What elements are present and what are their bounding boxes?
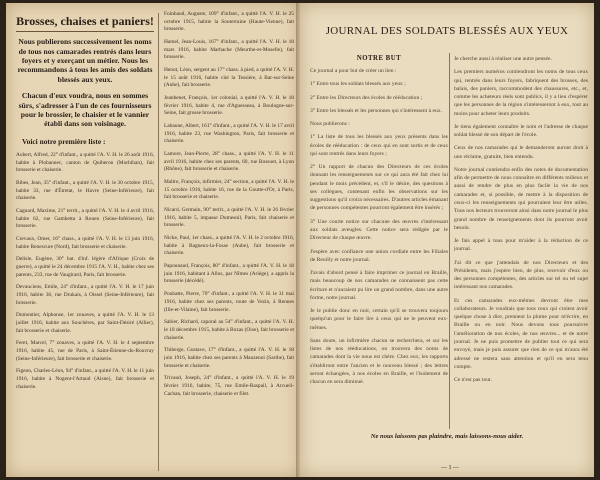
- right-page: [300, 3, 594, 477]
- list-lead: Voici notre première liste :: [22, 136, 106, 146]
- list-entry: Poubatte, Pierre, 70° d'infant., a quitté l'A. V. H. le 31 mai 1916, habite chez ses parents, route de Vezin, à Rennes (Ille-et-Vilaine), fait brosserie.: [164, 291, 294, 313]
- list-entry: Sabier, Richard, caporal au 54° d'infant., a quitté l'A. V. H. le 18 décembre 1915, habite à Bozas (Oise), fait brosserie et chaiserie.: [164, 319, 294, 341]
- journal-title: JOURNAL DES SOLDATS BLESSÉS AUX YEUX: [325, 25, 569, 37]
- article-paragraph: 3° Entre les blessés et les personnes qui s'intéressent à eux.: [310, 107, 443, 114]
- article-paragraph: Notre journal contiendra enfin des notes de documentation afin de permettre de nous connaître en différents milieux et aussi de rendre de plus en plus facile la vie de nos camarades et, si possible, de mettre à la disposition de ceux-ci les renseignements qui pourraient leur être utiles. Tous nos lecteurs trouveront ainsi dans notre journal le plus grand nombre de renseignements dont ils pourront avoir besoin.: [454, 166, 588, 231]
- section-heading: Brosses, chaises et paniers!: [16, 14, 154, 28]
- article-paragraph: Les premiers numéros contiendront les noms de tous ceux qui, rentrés dans leurs foyers, fabriquent des brosses, des balais, des paniers, raccommodent des chaussures, etc., et, comme les acheteurs réels sont publics, il y a lieu d'espérer que les personnes de la région s'intéresseront à eux, tout au moins pour acheter leurs produits.: [454, 69, 588, 117]
- entries-list-b: [164, 11, 294, 398]
- article-paragraph: Je fais appel à tous pour m'aider à la réduction de ce journal.: [454, 238, 588, 253]
- article-paragraph: Nous publierons :: [310, 121, 350, 128]
- article-paragraph: 1° La liste de tous les blessés aux yeux présents dans les écoles de rééducation : de ceux qui en sont sortis et de ceux qui sont rentrés dans leurs foyers ;: [310, 134, 448, 157]
- list-entry: Aubert, Alfred, 22° d'infant., a quitté l'A. V. H. le 26 août 1916, habite à Plobannec, canton de Quiberon (Morbihan), fait brosserie et chaiserie.: [16, 151, 154, 174]
- article-paragraph: J'avais d'abord pensé à faire imprimer ce journal en Braille, mais beaucoup de nos camarades ne connaissent pas cette écriture et n'auraient pu lire un grand nombre, dans une autre forme, notre journal.: [310, 270, 448, 301]
- article-paragraph: Je cherche aussi à réaliser une autre pensée.: [454, 56, 552, 62]
- article-paragraph: 2° Entre les Directeurs des écoles de rééducation ;: [310, 94, 423, 101]
- right-column-c: [310, 55, 448, 477]
- article-paragraph: 3° Une courte notice sur chacune des œuvres s'intéressant aux soldats aveugles. Cette notice sera rédigée par le Directeur de chaque œuvre.: [310, 218, 448, 242]
- article-body-d: [454, 55, 588, 384]
- list-entry: Delisle, Eugène, 30° bat. d'inf. légère d'Afrique (Croix de guerre), a quitté le 24 décembre 1915 l'A. V. H., habite chez ses parents, 233, rue de Vaugirard, Paris, fait brosserie.: [16, 256, 154, 278]
- list-entry: Lamure, Jean-Pierre, 28° chass., a quitté l'A. V. H. le 11 avril 1916, habite chez ses parents, 60, rue Bossuet, à Lyon (Rhône), fait brosserie et chaiserie.: [164, 151, 294, 173]
- article-paragraph: 2° Un rapport de chacun des Directeurs de ces écoles donnant les renseignements sur ce qui aura été fait chez lui pendant le mois précédent, et, s'il le désire, des questions à ses collègues, contenant enfin les observations sur les suggestions qu'il croira nécessaires. D'autres articles émanant de personnes compétentes pourront également être insérés ;: [310, 164, 448, 212]
- article-paragraph: 1° Entre tous les soldats blessés aux yeux ;: [310, 81, 406, 88]
- list-entry: Papounaud, François, 80° d'infant., a quitté l'A. V. H. le 18 juin 1916, habitant à Allus, par Nîmes (Ariège), a appris la brosserie (décédé).: [164, 263, 294, 285]
- article-paragraph: Et ces camarades eux-mêmes devront être mes collaborateurs. Je voudrais que tous ceux qui croient avoir quelque chose à dire, prennent la plume pour m'écrire, en Braille ou en noir. Nous devons tous poursuivre l'amélioration de nos écoles, de nos œuvres... et de notre journal. Je ne puis promettre de publier tout ce qui sera envoyé, mais je puis assurer que rien de ce qui m'aura été adressé ne restera sans attention et qu'il en sera tenu compte.: [454, 297, 588, 370]
- left-page: [6, 3, 300, 477]
- column-divider: [158, 13, 159, 471]
- article-paragraph: Sans doute, un infirmière chacun se recherchera, et sur les listes de nos rééducations, on trouvera des noms de camarades dont la vie nous est chère. Chez eux, les rapports s'établiront entre l'ancien et le nouveau blessé ; des lettres seront échangées, à nos écoles en Braille, et l'isolement de chacun en sera diminué.: [310, 337, 448, 386]
- list-entry: Hamel, Jean-Louis, 167° d'infant., a quitté l'A. V. H. le 18 mars 1916, habite Marbache (Meurthe-et-Moselle), fait brosserie.: [164, 39, 294, 61]
- list-entry: Bibes, Jean, 35° d'infant., a quitté l'A. V. H. le 30 octobre 1915, habite 33, rue d'Étretat, le Havre (Seine-Inférieure), fait chaiserie.: [16, 179, 154, 202]
- list-entry: Nicke, Paul, 1er chass., a quitté l'A. V. H. le 2 octobre 1916, habite à Bagneux-la-Fosse (Aube), fait brosserie et chaiserie.: [164, 235, 294, 257]
- list-entry: Devauciens, Emile, 24° d'infant., a quitté l'A. V. H. le 17 juin 1916, habite 36, rue Drukais, à Oissel (Seine-Inférieure), fait brosserie.: [16, 284, 154, 306]
- article-paragraph: J'ai dit ce que j'attendais de nos Directeurs et des Présidents, mais j'espère bien, de plus, recevoir d'eux ou des personnes compétentes, des articles sur tel ou tel sujet intéressant nos camarades.: [454, 259, 588, 291]
- list-entry: Henot, Léon, sergent au 17° chass. à pied, a quitté l'A. V. H. le 15 août 1916, habite cité la Tessière, à Bar-sur-Seine (Aube), fait brosserie.: [164, 67, 294, 89]
- article-paragraph: Je tiens également connaître le nom et l'adresse de chaque soldat blessé de son départ de l'école.: [454, 123, 588, 139]
- left-column-b: [164, 11, 294, 473]
- list-entry: Thiberge, Gustave, 17° d'infant., a quitté l'A. V. H. le 18 juin 1916, habite chez ses parents à Mauzenoi (Sarthe), fait brosserie et chaiserie.: [164, 347, 294, 369]
- article-paragraph: Je le publie donc en noir, certain qu'il se trouvera toujours quelqu'un pour le faire lire à ceux qui ne le peuvent eux-mêmes.: [310, 308, 448, 331]
- article-body-c: [310, 67, 448, 387]
- list-entry: Crevaux, Omer, 16° chass., a quitté l'A. V. H. le 13 juin 1916, habite Renescure (Nord), fait brosserie et chaiserie.: [16, 235, 154, 250]
- list-entry: Foinbaud, Auguste, 109° d'infant., a quitté l'A. V. H. le 25 octobre 1915, habite la Souterraine (Haute-Vienne), fait brosserie.: [164, 11, 294, 33]
- list-entry: Labaune, Albert, 161° d'infant., a quitté l'A. V. H. le 17 avril 1916, habite 23, rue Washington, Paris, fait brosserie et chaiserie.: [164, 123, 294, 145]
- left-column-a: [16, 11, 154, 473]
- article-paragraph: Ce journal a pour but de créer un lien :: [310, 68, 397, 74]
- intro-paragraph: Nous publierons successivement les noms de tous nos camarades rentrés dans leurs foyers et y exerçant un métier. Nous les recommandons à tous les amis des soldats blessés aux yeux.: [17, 37, 153, 84]
- page-number: — 1 —: [441, 465, 459, 471]
- list-entry: Dumontier, Alphonse, 1er zouaves, a quitté l'A. V. H. le 13 juillet 1916, habite aux Souchères, par Saint-Désiré (Allier), fait brosserie et chaiserie.: [16, 312, 154, 334]
- column-divider-right: [449, 53, 450, 429]
- entries-list-a: [16, 152, 154, 391]
- right-column-d: [454, 55, 588, 429]
- article-paragraph: J'espère avec confiance une union cordiale entre les Filiales de Reuilly et notre journal.: [310, 248, 448, 263]
- list-entry: Figeon, Charles-Léon, 94° d'infant., a quitté l'A. V. H. le 11 juin 1916, habite à Nogent-l'Artaud (Aisne), fait brosserie et chaiserie.: [16, 368, 154, 390]
- heading-rule: [16, 31, 154, 32]
- list-entry: Maltre, François, infirmier, 24° section, a quitté l'A. V. H. le 15 octobre 1916, habite 16, rue de la Goutte-d'Or, à Paris, fait brosserie et chaiserie.: [164, 179, 294, 201]
- footer-motto: Ne nous laissons pas plaindre, mais laissons-nous aider.: [370, 433, 524, 440]
- list-entry: Feret, Marcel, 7° zouaves, a quitté l'A. V. H. le 4 septembre 1916, habite 45, rue de Paris, à Saint-Étienne-du-Rouvray (Seine-Inférieure), fait brosserie et chaiserie.: [16, 340, 154, 362]
- article-subhead: NOTRE BUT: [356, 55, 402, 62]
- list-entry: Trivaud, Joseph, 24° d'infant., a quitté l'A. V. H. le 19 février 1916, habite, 75, rue Emile-Raspail, à Arcueil-Cachan, fait brosserie, chaiserie et filet.: [164, 375, 294, 397]
- list-entry: Nicard, Germain, 90° territ., a quitté l'A. V. H. le 26 février 1916, habite 5, impasse Dumesnil, Paris, fait chaiserie et brosserie.: [164, 207, 294, 229]
- list-entry: Cagnard, Maxime, 21° territ., a quitté l'A. V. H. le 4 avril 1916, habite 62, rue Gambetta à Rouen (Seine-Inférieure), fait brosserie.: [16, 207, 154, 230]
- article-paragraph: Ceux de nos camarades qui le demanderont auront droit à une réclame, gratuite, bien entendu.: [454, 145, 588, 160]
- intro-paragraph-2: Chacun d'eux voudra, nous en sommes sûrs, s'adresser à l'un de ces fournisseurs pour le brossier, le chaisier et le vannier établi dans son voisinage.: [18, 91, 152, 129]
- list-entry: Jeanbenet, François, 1er colonial, a quitté l'A. V. H. le 18 février 1916, habite 4, rue d'Aguesseau, à Boulogne-sur-Seine, fait grosse brosserie.: [164, 95, 294, 117]
- article-paragraph: Ce n'est pas tout.: [454, 377, 492, 384]
